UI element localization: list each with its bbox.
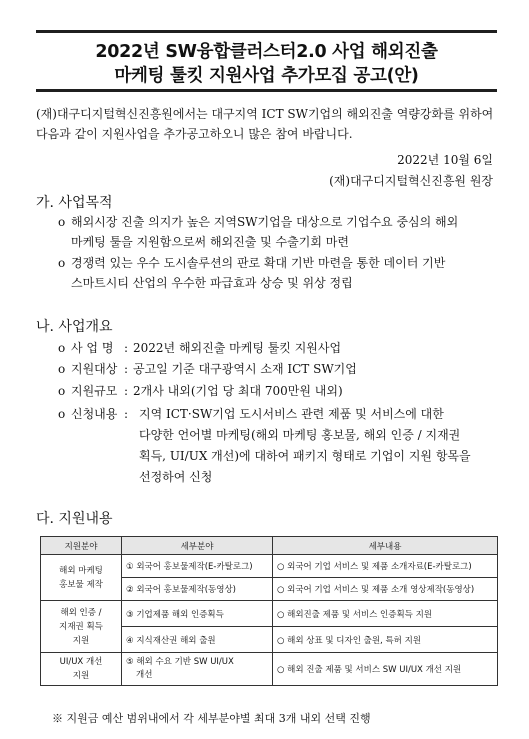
date: 2022년 10월 6일 xyxy=(397,153,493,167)
category-text: UI/UX 개선 xyxy=(59,657,103,667)
detail-cell: ○ 외국어 기업 서비스 및 제품 소개 영상제작(동영상) xyxy=(273,578,498,601)
detail-line-4: 선정하여 신청 xyxy=(139,470,213,484)
sub-field-cell: ② 외국어 홍보물제작(동영상) xyxy=(122,578,273,601)
overview-label: 사 업 명 xyxy=(71,341,114,355)
table-row xyxy=(41,555,498,578)
sub-field-cell: ① 외국어 홍보물제작(E-카탈로그) xyxy=(122,555,273,578)
overview-colon: : xyxy=(124,384,129,398)
detail-cell: ○ 외국어 기업 서비스 및 제품 소개자료(E-카탈로그) xyxy=(273,555,498,578)
category-text: 지원 xyxy=(72,635,90,646)
overview-colon: : xyxy=(124,362,129,376)
top-rule xyxy=(36,30,497,33)
overview-label: 지원대상 xyxy=(71,362,118,376)
purpose-bullet-2-line-1: 경쟁력 있는 우수 도시솔루션의 판로 확대 기반 마련을 통한 데이터 기반 xyxy=(71,256,446,270)
overview-value: 2개사 내외(기업 당 최대 700만원 내외) xyxy=(133,384,343,398)
sub-field-cell: ③ 기업제품 해외 인증획득 xyxy=(122,601,273,627)
category-text: 해외 인증 / xyxy=(60,607,102,618)
footnote: ※ 지원금 예산 범위내에서 각 세부분야별 최대 3개 내외 선택 진행 xyxy=(52,712,371,725)
category-text: 지원 xyxy=(72,671,90,681)
category-cell xyxy=(41,653,122,686)
table-row xyxy=(41,601,498,627)
category-cell xyxy=(41,555,122,601)
detail-cell: ○ 해외 진출 제품 및 서비스 SW UI/UX 개선 지원 xyxy=(273,653,498,686)
table-row xyxy=(41,653,498,686)
section-heading-purpose: 가. 사업목적 xyxy=(36,195,113,211)
purpose-bullet-1-line-1: 해외시장 진출 의지가 높은 지역SW기업을 대상으로 기업수요 중심의 해외 xyxy=(71,215,459,229)
bullet-marker: o xyxy=(58,407,66,421)
category-cell xyxy=(41,601,122,653)
overview-colon: : xyxy=(124,341,129,355)
overview-label: 지원규모 xyxy=(71,384,118,398)
bullet-marker: o xyxy=(58,215,66,229)
bottom-rule xyxy=(36,89,497,92)
detail-line-1: 지역 ICT·SW기업 도시서비스 관련 제품 및 서비스에 대한 xyxy=(139,407,444,421)
category-text: 지재권 획득 xyxy=(59,621,103,632)
detail-line-2: 다양한 언어별 마케팅(해외 마케팅 홍보물, 해외 인증 / 지재권 xyxy=(139,428,461,442)
title-line-2: 마케팅 툴킷 지원사업 추가모집 공고(안) xyxy=(114,66,419,86)
purpose-bullet-1-line-2: 마케팅 툴을 지원함으로써 해외진출 및 수출기회 마련 xyxy=(71,235,349,249)
header-cell: 지원분야 xyxy=(41,537,122,555)
sub-field-cell xyxy=(122,653,273,686)
detail-cell: ○ 해외진출 제품 및 서비스 인증획득 지원 xyxy=(273,601,498,627)
sub-field-cell: ④ 지식재산권 해외 출원 xyxy=(122,627,273,653)
bullet-marker: o xyxy=(58,341,66,355)
sub-field-text: ⑤ 해외 수요 기반 SW UI/UX xyxy=(126,657,234,667)
category-text: 해외 마케팅 xyxy=(59,565,103,576)
section-heading-overview: 나. 사업개요 xyxy=(36,319,113,335)
overview-value: 2022년 해외진출 마케팅 툴킷 지원사업 xyxy=(133,341,342,355)
category-text: 홍보물 제작 xyxy=(59,579,103,590)
header-cell: 세부내용 xyxy=(273,537,498,555)
signature: (재)대구디지털혁신진흥원 원장 xyxy=(329,174,493,188)
detail-line-3: 획득, UI/UX 개선)에 대하여 패키지 형태로 기업이 지원 항목을 xyxy=(139,449,471,463)
sub-field-text: 개선 xyxy=(136,670,153,680)
bullet-marker: o xyxy=(58,362,66,376)
header-cell: 세부분야 xyxy=(122,537,273,555)
overview-colon: : xyxy=(124,407,129,421)
title-line-1: 2022년 SW융합클러스터2.0 사업 해외진출 xyxy=(95,42,438,62)
section-heading-support: 다. 지원내용 xyxy=(36,511,113,527)
bullet-marker: o xyxy=(58,256,66,270)
support-table xyxy=(40,536,498,686)
overview-value: 공고일 기준 대구광역시 소재 ICT SW기업 xyxy=(133,362,357,376)
intro-paragraph: (재)대구디지털혁신진흥원에서는 대구지역 ICT SW기업의 해외진출 역량강화를 위하여 다음과 같이 지원사업을 추가공고하오니 많은 참여 바랍니다. xyxy=(36,107,494,141)
bullet-marker: o xyxy=(58,384,66,398)
table-header-row xyxy=(41,537,498,555)
purpose-bullet-2-line-2: 스마트시티 산업의 우수한 파급효과 상승 및 위상 정립 xyxy=(71,276,353,290)
detail-cell: ○ 해외 상표 및 디자인 출원, 특허 지원 xyxy=(273,627,498,653)
overview-label: 신청내용 xyxy=(71,407,118,421)
